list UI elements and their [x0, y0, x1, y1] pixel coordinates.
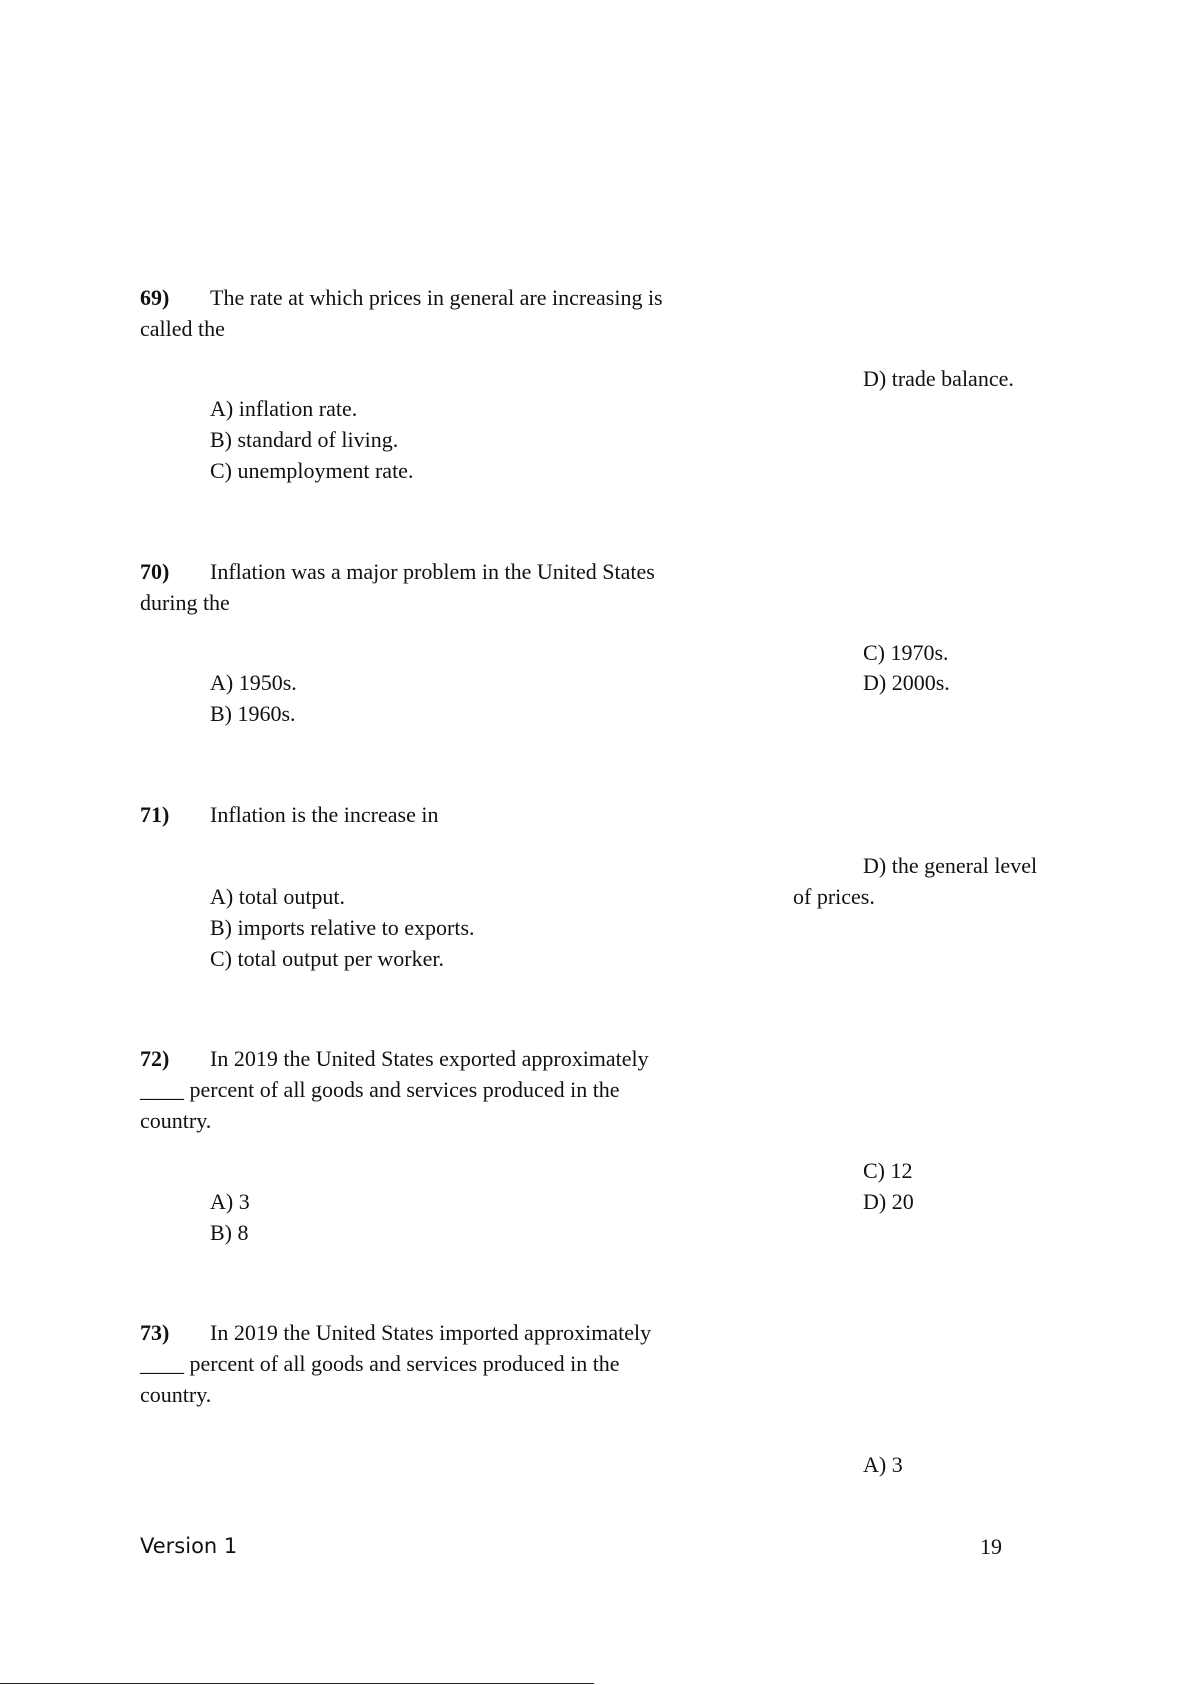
question-72-option-b: B) 8: [210, 1220, 249, 1245]
question-73-stem-line-1: In 2019 the United States imported approximately: [210, 1320, 652, 1345]
question-70-stem-line-1: Inflation was a major problem in the United States: [210, 559, 655, 584]
question-69-stem-line-2: called the: [140, 316, 225, 341]
question-70-stem-line-2: during the: [140, 590, 230, 615]
question-71-option-a: A) total output.: [210, 884, 346, 909]
question-72-stem-line-1: In 2019 the United States exported approximately: [210, 1046, 649, 1071]
question-70-option-d: D) 2000s.: [863, 670, 950, 695]
question-71-option-d-line-1: D) the general level: [863, 853, 1038, 878]
question-70-option-b: B) 1960s.: [210, 701, 296, 726]
question-72-stem-line-2: ____ percent of all goods and services produced in the: [140, 1077, 620, 1102]
question-72-option-d: D) 20: [863, 1189, 914, 1214]
question-72-stem-line-3: country.: [140, 1108, 212, 1133]
question-73-stem-line-2: ____ percent of all goods and services produced in the: [140, 1351, 620, 1376]
question-72-option-a: A) 3: [210, 1189, 250, 1214]
question-71-number: 71): [140, 802, 170, 827]
question-69-option-a: A) inflation rate.: [210, 396, 358, 421]
question-72-option-c: C) 12: [863, 1158, 913, 1183]
question-71-option-d-line-2: of prices.: [793, 884, 875, 909]
question-73-number: 73): [140, 1320, 170, 1345]
question-69-stem-line-1: The rate at which prices in general are increasing is: [210, 285, 663, 310]
question-70-option-c: C) 1970s.: [863, 640, 949, 665]
question-69-option-d: D) trade balance.: [863, 366, 1014, 391]
question-73-stem-line-3: country.: [140, 1382, 212, 1407]
question-72-number: 72): [140, 1046, 170, 1071]
bottom-divider: [0, 1683, 594, 1684]
question-70-option-a: A) 1950s.: [210, 670, 297, 695]
question-69-option-b: B) standard of living.: [210, 427, 399, 452]
question-69-number: 69): [140, 285, 170, 310]
footer-page-number: 19: [980, 1534, 1002, 1559]
question-71-option-c: C) total output per worker.: [210, 946, 445, 971]
footer-version: Version 1: [140, 1534, 238, 1558]
question-71-option-b: B) imports relative to exports.: [210, 915, 475, 940]
question-73-option-a: A) 3: [863, 1452, 903, 1477]
question-71-stem-line-1: Inflation is the increase in: [210, 802, 439, 827]
question-69-option-c: C) unemployment rate.: [210, 458, 414, 483]
question-70-number: 70): [140, 559, 170, 584]
